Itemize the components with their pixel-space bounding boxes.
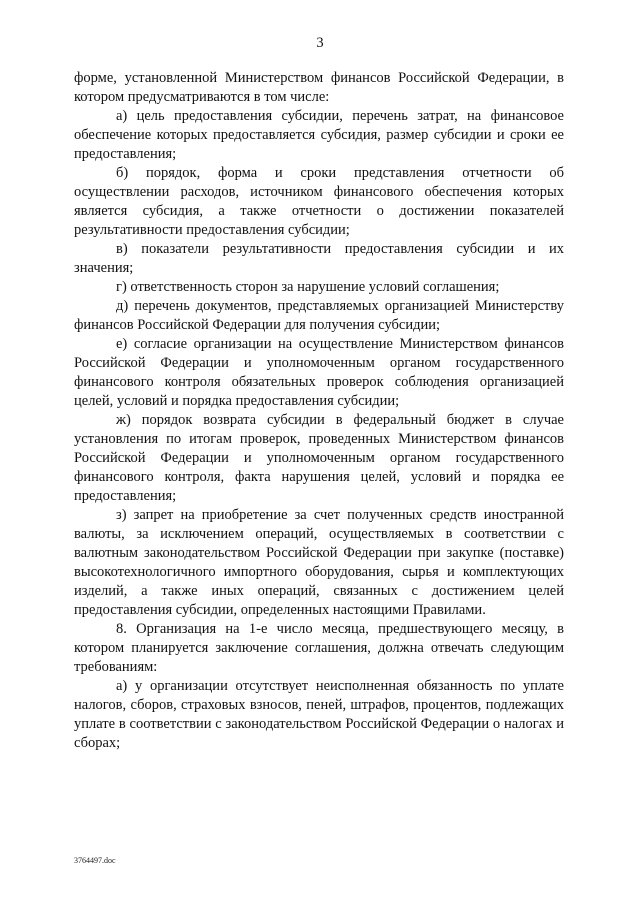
- list-item-zh: ж) порядок возврата субсидии в федеральный бюджет в случае установления по итогам проверок, проведенных Министерством финансов Российской Федерации и уполномоченным органом государственного финансового контроля, факта нарушения целей, условий и порядка ее предоставления;: [74, 412, 564, 504]
- list-item-a: а) цель предоставления субсидии, перечень затрат, на финансовое обеспечение которых предоставляется субсидия, размер субсидии и сроки ее предоставления;: [74, 108, 564, 162]
- document-body: [74, 69, 564, 753]
- list-item-d: д) перечень документов, представляемых организацией Министерству финансов Российской Федерации для получения субсидии;: [74, 298, 564, 333]
- list-item-e: е) согласие организации на осуществление Министерством финансов Российской Федерации и уполномоченным органом государственного финансового контроля обязательных проверок соблюдения организацией целей, условий и порядка предоставления субсидии;: [74, 336, 564, 409]
- clause-8: 8. Организация на 1-е число месяца, предшествующего месяцу, в котором планируется заключение соглашения, должна отвечать следующим требованиям:: [74, 621, 564, 675]
- page-number: 3: [316, 35, 324, 51]
- list-item-z: з) запрет на приобретение за счет полученных средств иностранной валюты, за исключением операций, осуществляемых в соответствии с валютным законодательством Российской Федерации при закупке (поставке) высокотехнологичного импортного оборудования, сырья и комплектующих изделий, а также иных операций, связанных с достижением целей предоставления субсидии, определенных настоящими Правилами.: [74, 507, 564, 618]
- clause-8-item-a: а) у организации отсутствует неисполненная обязанность по уплате налогов, сборов, страховых взносов, пеней, штрафов, процентов, подлежащих уплате в соответствии с законодательством Российской Федерации о налогах и сборах;: [74, 678, 564, 751]
- footer-filename: 3764497.doc: [74, 856, 116, 865]
- list-item-v: в) показатели результативности предоставления субсидии и их значения;: [74, 241, 564, 276]
- list-item-b: б) порядок, форма и сроки представления отчетности об осуществлении расходов, источником финансового обеспечения которых является субсидия, а также отчетности о достижении показателей результативности предоставления субсидии;: [74, 165, 564, 238]
- list-item-g: г) ответственность сторон за нарушение условий соглашения;: [116, 279, 500, 295]
- paragraph-continuation: форме, установленной Министерством финансов Российской Федерации, в котором предусматриваются в том числе:: [74, 70, 564, 105]
